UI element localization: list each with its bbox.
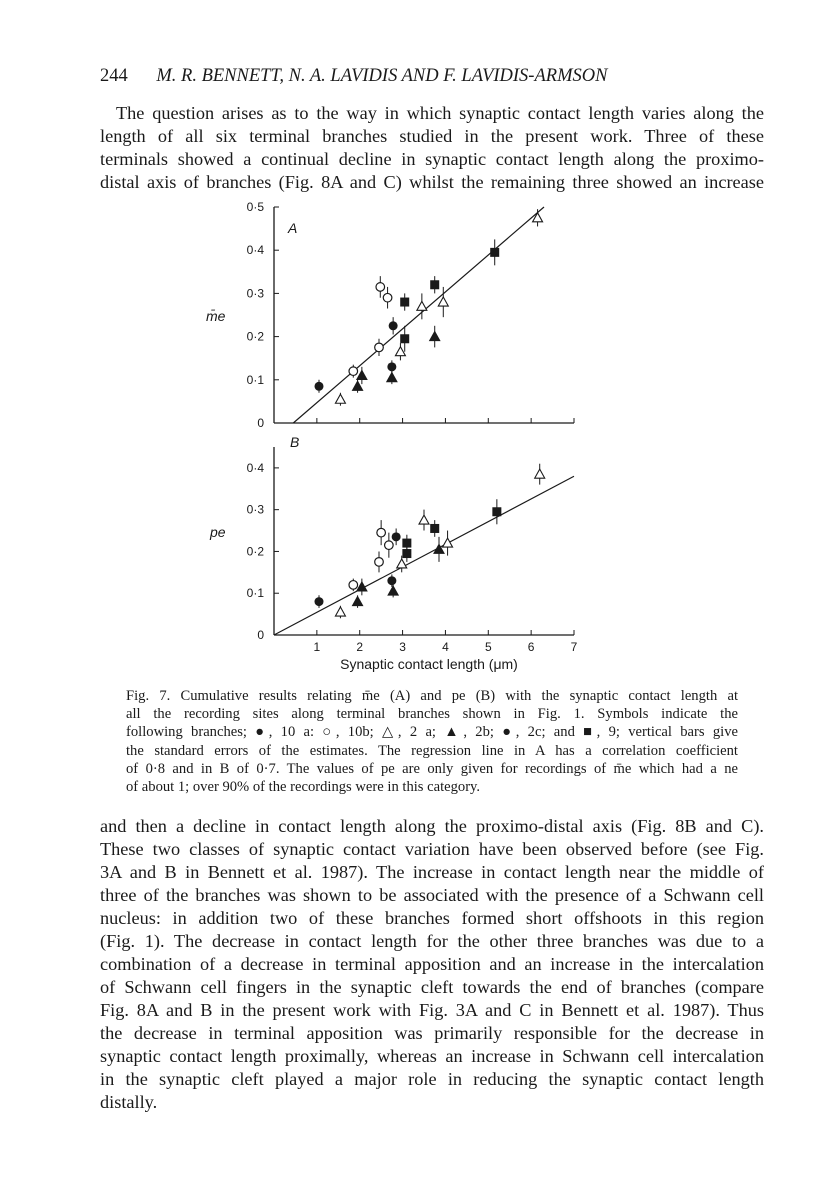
data-point-2a xyxy=(417,301,427,310)
x-tick-label: 4 xyxy=(442,640,449,654)
data-point-10b xyxy=(349,367,358,376)
panel-b-plot xyxy=(247,447,578,654)
data-point-10b xyxy=(375,343,384,352)
data-point-2b xyxy=(357,370,367,379)
data-point-10b xyxy=(376,283,385,292)
y-tick-label-a: 0·1 xyxy=(246,372,264,387)
data-point-10b xyxy=(349,581,358,590)
x-tick-label: 7 xyxy=(570,640,578,654)
text-line: The question arises as to the way in which synaptic contact length varies along the xyxy=(116,103,764,123)
data-point-10a xyxy=(315,382,324,391)
data-point-10a xyxy=(389,321,398,330)
y-tick-label-b: 0·2 xyxy=(246,544,264,559)
caption-line: the standard errors of the estimates. The regression line in A has a correlation coefficient xyxy=(126,742,738,759)
ylabel-a: m̄e xyxy=(206,308,226,324)
data-point-9 xyxy=(492,507,501,516)
x-tick-label: 5 xyxy=(484,640,492,654)
data-point-10a xyxy=(392,532,401,541)
author-line: M. R. BENNETT, N. A. LAVIDIS AND F. LAVIDIS-ARMSON xyxy=(156,66,608,86)
data-point-9 xyxy=(490,248,499,257)
y-tick-label-b: 0·4 xyxy=(246,460,264,475)
text-line: and then a decline in contact length along the proximo-distal axis (Fig. 8B and C). xyxy=(100,816,764,836)
y-tick-label-b: 0·1 xyxy=(246,586,264,601)
data-point-2b xyxy=(353,597,363,606)
text-line: (Fig. 1). The decrease in contact length for the other three branches was due to a xyxy=(100,931,764,951)
data-point-2b xyxy=(387,373,397,382)
data-point-9 xyxy=(400,334,409,343)
running-header xyxy=(100,66,780,87)
data-point-2a xyxy=(397,559,407,568)
data-point-2a xyxy=(419,515,429,524)
data-point-2a xyxy=(335,394,345,403)
data-point-9 xyxy=(402,539,411,548)
data-point-2b xyxy=(430,332,440,341)
text-line: combination of a decrease in terminal apposition and an increase in the intercalation xyxy=(100,954,764,974)
data-point-9 xyxy=(400,298,409,307)
text-line: in the synaptic cleft played a major role in reducing the synaptic contact length xyxy=(100,1069,764,1089)
text-line: the decrease in terminal apposition was primarily responsible for the decrease in xyxy=(100,1023,764,1043)
data-point-10b xyxy=(377,528,386,537)
data-point-2b xyxy=(353,381,363,390)
text-line: terminals showed a continual decline in synaptic contact length along the proximo- xyxy=(100,149,764,169)
text-line: three of the branches was shown to be associated with the presence of a Schwann cell xyxy=(100,885,764,905)
panel-label-a: A xyxy=(288,220,298,236)
data-point-2a xyxy=(395,347,405,356)
figure-7 xyxy=(200,195,600,675)
ylabel-b: pe xyxy=(210,524,226,540)
figure-caption xyxy=(126,687,738,796)
data-point-10b xyxy=(383,293,392,302)
y-tick-label-a: 0·2 xyxy=(246,329,264,344)
caption-line: all the recording sites along terminal branches shown in Fig. 1. Symbols indicate the xyxy=(126,706,738,723)
text-line: synaptic contact length proximally, whereas an increase in Schwann cell intercalation xyxy=(100,1046,764,1066)
x-tick-label: 2 xyxy=(356,640,364,654)
data-point-10a xyxy=(387,362,396,371)
y-tick-label-b: 0 xyxy=(257,628,264,642)
data-point-10a xyxy=(315,597,324,606)
y-tick-label-a: 0·4 xyxy=(246,243,264,258)
data-point-9 xyxy=(430,524,439,533)
x-tick-label: 3 xyxy=(399,640,406,654)
x-tick-label: 6 xyxy=(527,640,535,654)
data-point-2a xyxy=(335,607,345,616)
y-tick-label-a: 0·5 xyxy=(246,200,264,214)
data-point-2a xyxy=(535,469,545,478)
data-point-2a xyxy=(438,297,448,306)
text-line: 3A and B in Bennett et al. 1987). The increase in contact length near the middle of xyxy=(100,862,764,882)
panel-label-b: B xyxy=(290,434,300,450)
y-tick-label-a: 0·3 xyxy=(246,286,264,301)
caption-line: Fig. 7. Cumulative results relating m̄e (A) and pe (B) with the synaptic contact length at xyxy=(126,688,738,704)
page-number: 244 xyxy=(100,66,128,86)
caption-line: of about 1; over 90% of the recordings were in this category. xyxy=(126,778,481,795)
caption-line: following branches; ●, 10 a: ○, 10b; △, 2 a; ▲, 2b; ●, 2c; and ■, 9; vertical bars give xyxy=(126,724,738,741)
data-point-10a xyxy=(387,576,396,585)
paragraph-top xyxy=(100,102,764,194)
text-line: of Schwann cell fingers in the synaptic cleft towards the end of branches (compare xyxy=(100,977,764,997)
data-point-9 xyxy=(430,280,439,289)
caption-line: of 0·8 and in B of 0·7. The values of pe are only given for recordings of m̄e which had a ne xyxy=(126,760,738,777)
x-axis-title: Synaptic contact length (μm) xyxy=(340,656,518,672)
data-point-10b xyxy=(375,558,384,567)
regression-line-b xyxy=(274,476,574,635)
text-line: Fig. 8A and B in the present work with Fig. 3A and C in Bennett et al. 1987). Thus xyxy=(100,1000,764,1020)
data-point-2a xyxy=(443,538,453,547)
text-line: nucleus: in addition two of these branches formed short offshoots in this region xyxy=(100,908,764,928)
text-line: length of all six terminal branches studied in the present work. Three of these xyxy=(100,126,764,146)
text-line: distally. xyxy=(100,1092,158,1112)
data-point-10b xyxy=(385,541,394,550)
text-line: These two classes of synaptic contact variation have been observed before (see Fig. xyxy=(100,839,764,859)
text-line: distal axis of branches (Fig. 8A and C) whilst the remaining three showed an increase xyxy=(100,172,764,192)
data-point-2b xyxy=(388,586,398,595)
paragraph-bottom xyxy=(100,815,764,1114)
data-point-2a xyxy=(533,213,543,222)
y-tick-label-a: 0 xyxy=(257,416,264,430)
y-tick-label-b: 0·3 xyxy=(246,502,264,517)
x-tick-label: 1 xyxy=(313,640,321,654)
regression-line-a xyxy=(293,207,544,423)
